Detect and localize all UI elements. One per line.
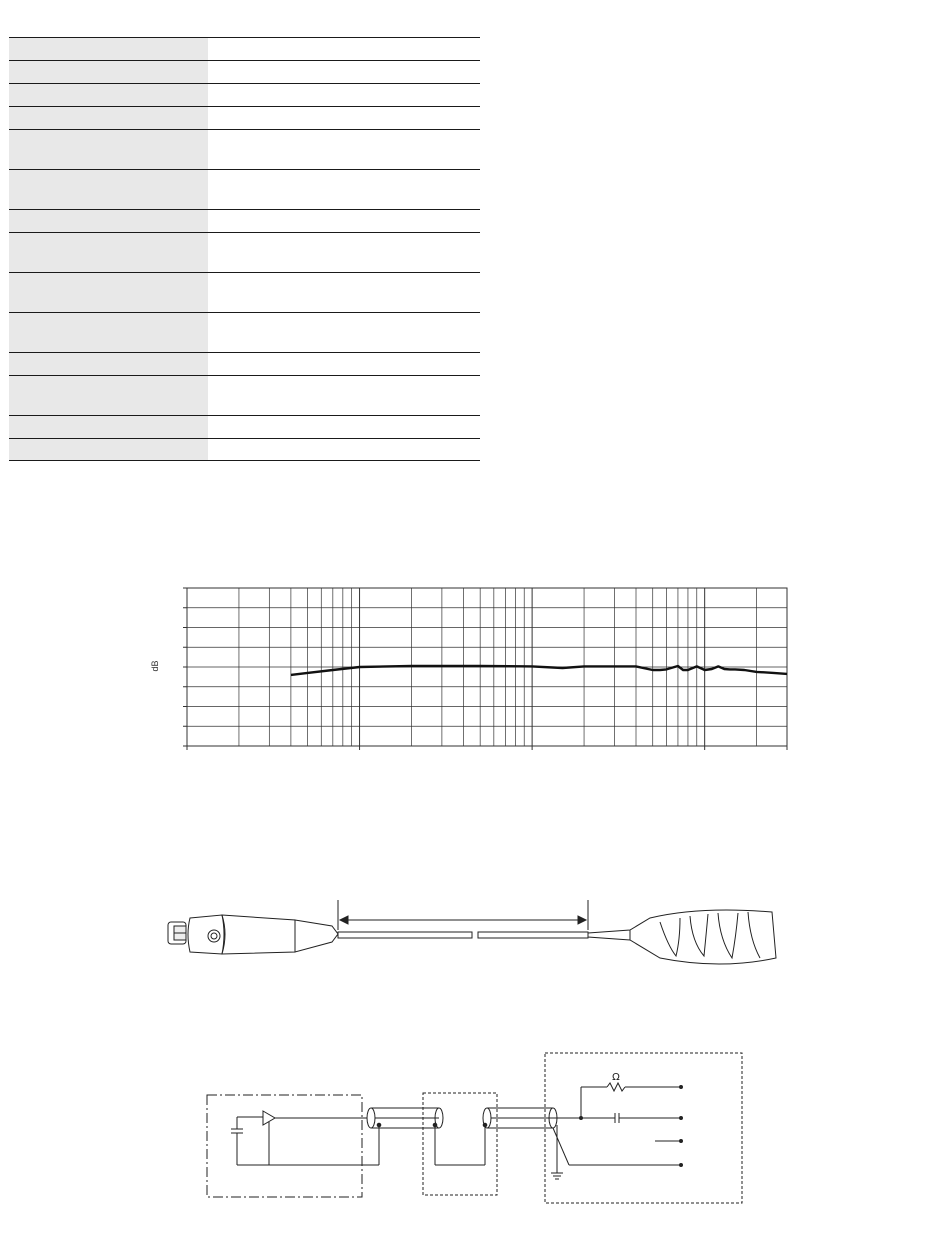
spec-row (9, 129, 480, 169)
spec-row (9, 415, 480, 438)
spec-label (9, 170, 208, 209)
mic-housing-box (207, 1095, 362, 1197)
spec-row (9, 375, 480, 415)
spec-row (9, 106, 480, 129)
spec-table (9, 37, 480, 461)
spec-value (208, 107, 480, 129)
spec-value (208, 353, 480, 375)
ground-icon (551, 1173, 563, 1179)
spec-value (208, 233, 480, 272)
spec-row (9, 272, 480, 312)
spec-row (9, 312, 480, 352)
spec-value (208, 130, 480, 169)
shielded-cable-2 (483, 1108, 583, 1128)
spec-value (208, 273, 480, 312)
capacitor-icon (615, 1113, 619, 1123)
spec-value (208, 61, 480, 83)
spec-label (9, 416, 208, 438)
spec-value (208, 416, 480, 438)
spec-label (9, 273, 208, 312)
spec-value (208, 439, 480, 460)
capsule-icon (231, 1117, 263, 1165)
spec-row (9, 438, 480, 461)
spec-label (9, 84, 208, 106)
spec-label (9, 313, 208, 352)
spec-value (208, 38, 480, 60)
spec-label (9, 439, 208, 460)
resistor-icon (607, 1083, 625, 1091)
cable-length-dimension (338, 900, 588, 930)
spec-label (9, 210, 208, 232)
mini-xlr-connector (168, 915, 338, 954)
spec-row (9, 232, 480, 272)
cable-body (338, 932, 588, 938)
spec-label (9, 376, 208, 415)
wiring-schematic (195, 1045, 755, 1210)
frequency-response-chart (140, 578, 800, 768)
spec-row (9, 169, 480, 209)
spec-row (9, 37, 480, 60)
cable-drawing (160, 896, 790, 976)
spec-label (9, 107, 208, 129)
spec-value (208, 84, 480, 106)
spec-label (9, 38, 208, 60)
spec-value (208, 313, 480, 352)
spec-value (208, 376, 480, 415)
spec-value (208, 210, 480, 232)
spec-row (9, 83, 480, 106)
chart-axes (183, 588, 787, 750)
strain-relief-boot (588, 910, 776, 964)
output-box (545, 1053, 742, 1203)
spec-label (9, 353, 208, 375)
resistor-symbol-label: Ω (612, 1072, 620, 1083)
spec-row (9, 352, 480, 375)
spec-row (9, 60, 480, 83)
spec-label (9, 233, 208, 272)
y-axis-label: dB (150, 660, 160, 672)
spec-value (208, 170, 480, 209)
spec-label (9, 130, 208, 169)
spec-label (9, 61, 208, 83)
spec-row (9, 209, 480, 232)
